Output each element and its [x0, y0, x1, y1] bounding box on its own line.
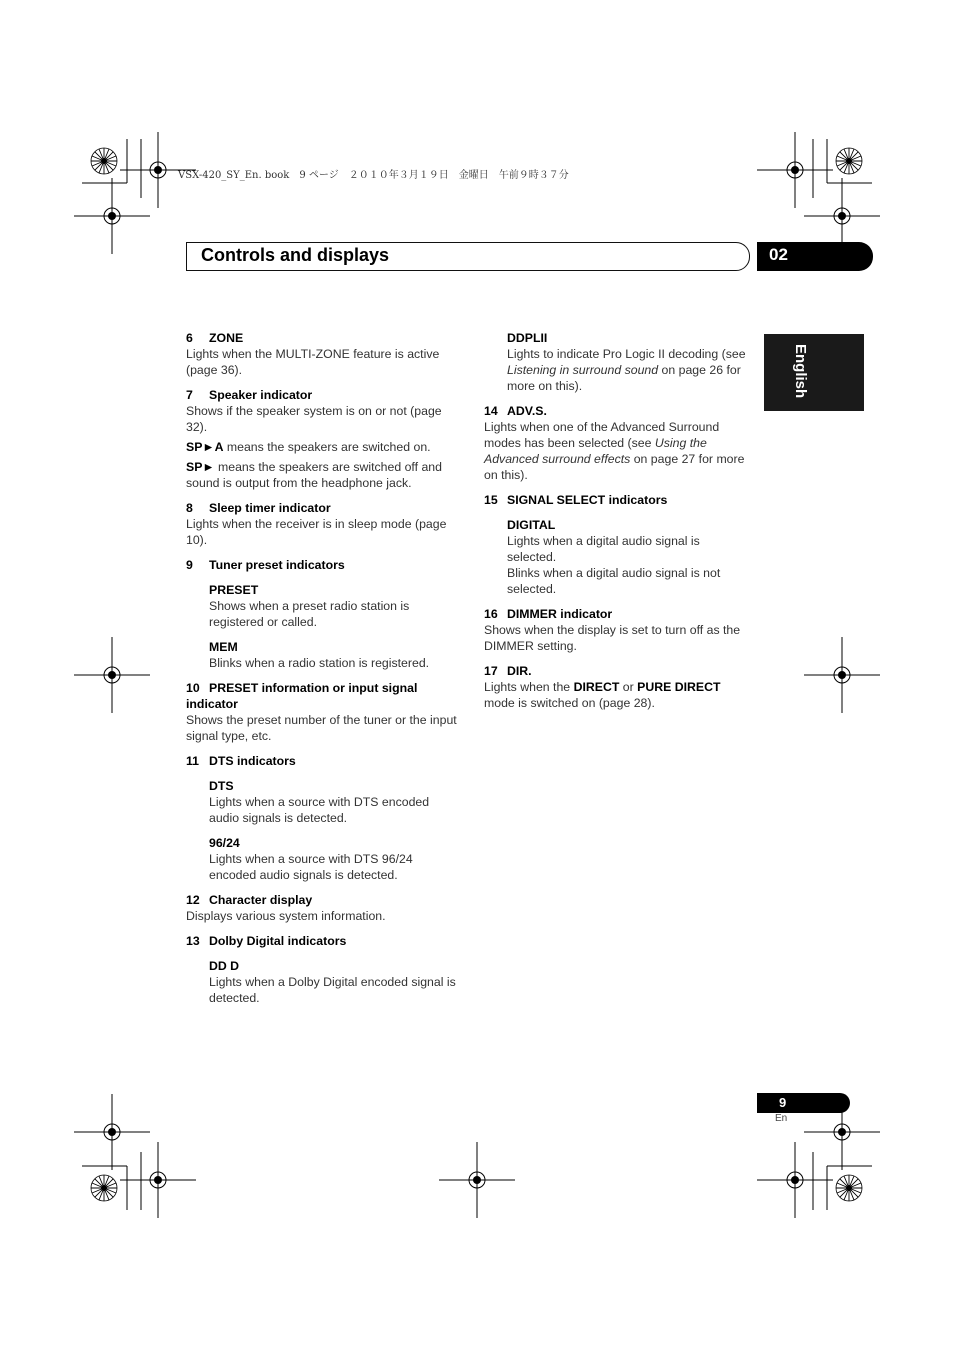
item-number: 15	[484, 493, 498, 507]
item-number: 14	[484, 404, 498, 418]
sub-body: Lights when a Dolby Digital encoded signal is detected.	[209, 975, 456, 1005]
spa-line	[186, 439, 462, 455]
sub-heading: DIGITAL	[507, 518, 556, 532]
chapter-number: 02	[769, 245, 788, 264]
item-7	[186, 387, 462, 491]
pl-text-a: Lights to indicate Pro Logic II decoding (see	[507, 347, 746, 361]
right-column	[484, 330, 746, 711]
chapter-badge	[757, 242, 873, 271]
item-number: 7	[186, 388, 193, 402]
item-15	[484, 492, 746, 597]
spb-line	[186, 459, 462, 491]
item-number: 17	[484, 664, 498, 678]
dolby-digital-icon: DD D	[209, 959, 240, 973]
sub-body: Lights when a digital audio signal is selected.	[507, 534, 700, 564]
item-12	[186, 892, 462, 924]
item-body: Shows if the speaker system is on or not (page 32).	[186, 404, 442, 434]
sub-body: Shows when a preset radio station is registered or called.	[209, 599, 410, 629]
language-label: English	[792, 344, 809, 399]
sub-body: Lights when a source with DTS encoded audio signals is detected.	[209, 795, 430, 825]
print-info-line: VSX-420_SY_En. book 9 ページ ２０１０年３月１９日 金曜日 午前９時３７分	[178, 170, 569, 181]
item-heading: ADV.S.	[507, 404, 547, 418]
item-13-continued	[484, 330, 746, 394]
item-body: Lights when the receiver is in sleep mode (page 10).	[186, 517, 447, 547]
item-11	[186, 753, 462, 883]
page-language: En	[775, 1113, 788, 1124]
pure-direct-label: PURE DIRECT	[637, 680, 721, 694]
language-tab	[764, 334, 864, 411]
dolby-pl2-icon: DDPLII	[507, 331, 548, 345]
sub-heading: PRESET	[209, 583, 259, 597]
item-body: Lights when the MULTI-ZONE feature is active (page 36).	[186, 347, 440, 377]
page-number: 9	[779, 1095, 787, 1110]
item-13	[186, 933, 462, 1006]
item-body: Shows the preset number of the tuner or the input signal type, etc.	[186, 713, 457, 743]
item-body	[484, 419, 746, 483]
sub-body: Lights when a source with DTS 96/24 encoded audio signals is detected.	[209, 852, 413, 882]
item-heading: SIGNAL SELECT indicators	[507, 493, 668, 507]
item-heading: DIMMER indicator	[507, 607, 613, 621]
item-number: 6	[186, 331, 193, 345]
advs-ref: Using the Advanced surround effects	[484, 436, 707, 466]
item-body	[484, 679, 746, 711]
item-9	[186, 557, 462, 671]
sub-heading: DTS	[209, 779, 234, 793]
spb-label: SP►	[186, 460, 215, 474]
item-heading: Sleep timer indicator	[209, 501, 331, 515]
item-heading: ZONE	[209, 331, 244, 345]
item-heading: Character display	[209, 893, 313, 907]
advs-text-b: on page 27 for more on this).	[484, 452, 745, 482]
sub-heading: MEM	[209, 640, 238, 654]
dir-or: or	[619, 680, 638, 694]
spa-label: SP►A	[186, 440, 224, 454]
item-number: 16	[484, 607, 498, 621]
section-title-box	[186, 242, 750, 271]
item-number: 9	[186, 558, 193, 572]
dir-text-a: Lights when the	[484, 680, 574, 694]
sub-body: Blinks when a radio station is registered.	[209, 656, 430, 670]
item-heading: Speaker indicator	[209, 388, 313, 402]
dir-text-b: mode is switched on (page 28).	[484, 696, 655, 710]
left-column	[186, 330, 462, 1006]
item-10	[186, 680, 462, 744]
item-14	[484, 403, 746, 483]
item-body: Displays various system information.	[186, 909, 386, 923]
sub-body	[507, 346, 746, 394]
item-17	[484, 663, 746, 711]
item-heading: DTS indicators	[209, 754, 296, 768]
pl-ref: Listening in surround sound	[507, 363, 659, 377]
item-heading: Dolby Digital indicators	[209, 934, 347, 948]
item-8	[186, 500, 462, 548]
spa-text: means the speakers are switched on.	[223, 440, 431, 454]
item-heading: DIR.	[507, 664, 532, 678]
item-number: 11	[186, 754, 199, 768]
item-heading: Tuner preset indicators	[209, 558, 345, 572]
item-number: 10	[186, 681, 200, 695]
item-number: 12	[186, 893, 200, 907]
spb-text: means the speakers are switched off and sound is output from the headphone jack.	[186, 460, 442, 490]
item-number: 8	[186, 501, 193, 515]
advs-text-a: Lights when one of the Advanced Surround modes has been selected (see	[484, 420, 720, 450]
item-body: Shows when the display is set to turn off as the DIMMER setting.	[484, 623, 741, 653]
section-title: Controls and displays	[201, 245, 390, 265]
page-number-badge	[757, 1093, 850, 1113]
sub-heading: 96/24	[209, 836, 240, 850]
item-number: 13	[186, 934, 200, 948]
direct-label: DIRECT	[573, 680, 620, 694]
item-6	[186, 330, 462, 378]
sub-body: Blinks when a digital audio signal is not selected.	[507, 566, 721, 596]
item-heading: PRESET information or input signal indicator	[186, 681, 418, 711]
item-16	[484, 606, 746, 654]
pl-text-b: on page 26 for more on this).	[507, 363, 741, 393]
